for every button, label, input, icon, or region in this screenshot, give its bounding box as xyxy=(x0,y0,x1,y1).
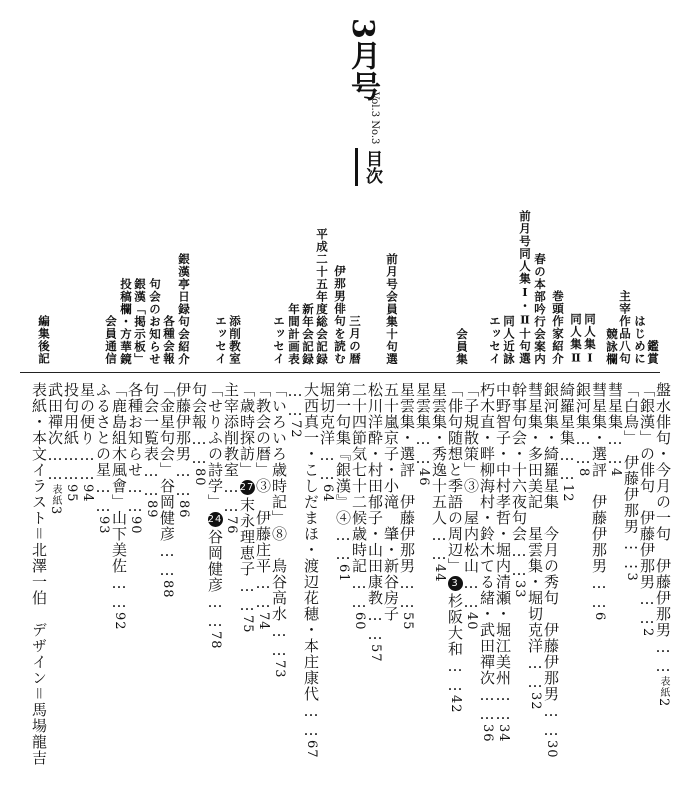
section-heading: 競詠欄 xyxy=(605,327,619,365)
section-heading: 会員集 xyxy=(455,327,469,365)
entry-title: ふるさとの星…… xyxy=(94,382,112,516)
page-number: 93 xyxy=(96,516,111,535)
page-number: 34 xyxy=(496,724,511,743)
toc-entry xyxy=(590,382,608,621)
toc-entry xyxy=(46,382,64,515)
section-heading: 編集後記 xyxy=(37,315,51,365)
series-number-badge: 27 xyxy=(239,482,255,493)
section-heading: 巻頭作家紹介 xyxy=(551,290,565,365)
entry-title: 星雲集・選評 伊藤伊那男…… xyxy=(398,382,416,612)
page-number: 42 xyxy=(448,695,463,714)
toc-entry xyxy=(206,382,224,650)
toc-entry xyxy=(302,382,320,759)
toc-entry xyxy=(446,382,464,714)
toc-entry xyxy=(30,382,48,766)
entry-title: 句会報…… xyxy=(190,382,208,468)
entry-title: 「銀漢」の俳句 伊藤伊那男…… xyxy=(638,382,656,628)
toc-entry xyxy=(350,382,368,631)
page-number: 55 xyxy=(400,612,415,631)
entry-location: 表紙 xyxy=(658,676,669,698)
entry-location: 表紙 xyxy=(50,484,61,506)
entry-title: 中野智子・中村孝哲・堀内清瀬・堀江美州…… xyxy=(494,382,512,724)
entry-title: 「鹿島組木風會」山下美佐…… xyxy=(110,382,128,612)
section-heading: 三月の暦 xyxy=(348,315,362,365)
page-number: 4 xyxy=(608,468,623,478)
entry-title: 星雲集・秀逸十五人…… xyxy=(430,382,448,564)
toc-entry xyxy=(142,382,160,519)
section-heading: 平成二十五年度総会記録 xyxy=(315,227,329,365)
toc-entry xyxy=(494,382,512,743)
entry-title: 「俳句随想と季語の周辺」 xyxy=(446,382,464,574)
page-number: 30 xyxy=(544,740,559,759)
toc-entry xyxy=(78,382,96,503)
section-heading: 春の本部吟行会案内 xyxy=(533,252,547,365)
section-heading: 会員通信 xyxy=(104,315,118,365)
entry-title: 星の便り…… xyxy=(78,382,96,484)
entry-title: 「金星句会」谷岡健彦…… xyxy=(158,382,176,580)
page-number: 92 xyxy=(112,612,127,631)
entry-title: 彗星集・多田美記 星雲集・堀切克洋…… xyxy=(526,382,544,692)
toc-entry xyxy=(286,382,304,439)
section-heading: エッセイ xyxy=(272,315,286,365)
page-number: 94 xyxy=(80,484,95,503)
page-number: 40 xyxy=(464,612,479,631)
page-number: 6 xyxy=(592,612,607,622)
issue-title: 3月号 xyxy=(345,18,380,102)
page-number: 44 xyxy=(432,564,447,583)
toc-entry xyxy=(558,382,576,503)
entry-title: 大西真一・こしだまほ・渡辺花穂・本庄康代…… xyxy=(302,382,320,740)
page-number: 72 xyxy=(288,420,303,439)
toc-entry xyxy=(366,382,384,663)
entry-title: …… xyxy=(286,382,304,420)
page-number: 57 xyxy=(368,644,383,663)
entry-title: 伊藤伊那男…… xyxy=(174,382,192,500)
toc-entry xyxy=(414,382,432,487)
page-number: 8 xyxy=(576,468,591,478)
entry-title: 銀河集…… xyxy=(574,382,592,468)
page-number: 75 xyxy=(240,615,255,634)
page-number: 61 xyxy=(336,564,351,583)
section-heading: 前月号同人集Ⅰ・Ⅱ十句選 xyxy=(518,210,532,365)
toc-label: 目次 xyxy=(362,150,382,184)
toc-entry xyxy=(254,382,272,631)
entry-title: 彗星集・選評 伊藤伊那男…… xyxy=(590,382,608,612)
page-number: 76 xyxy=(224,516,239,535)
page-number: 95 xyxy=(64,484,79,503)
section-heading: 主宰作品八句 xyxy=(618,290,632,365)
toc-entry xyxy=(654,382,672,707)
toc-entry xyxy=(94,382,112,535)
series-number-badge: 3 xyxy=(448,576,463,591)
entry-title: 各種お知らせ…… xyxy=(126,382,144,516)
entry-title: 「せりふの詩学」 xyxy=(206,382,224,510)
entry-author: 末永理恵子…… xyxy=(238,497,256,615)
section-heading: 同人集Ⅰ xyxy=(583,312,597,365)
page-number: 33 xyxy=(512,580,527,599)
page-number: 86 xyxy=(176,500,191,519)
section-heading: エッセイ xyxy=(488,315,502,365)
section-heading: 句会のお知らせ xyxy=(148,277,162,365)
section-heading: はじめに xyxy=(633,315,647,365)
divider-line xyxy=(20,372,660,373)
entry-author: 谷岡健彦…… xyxy=(206,529,224,631)
toc-entry xyxy=(606,382,624,477)
toc-entry xyxy=(222,382,240,535)
toc-entry xyxy=(334,382,352,583)
toc-entry xyxy=(398,382,416,631)
section-heading: 年間計画表 xyxy=(287,302,301,365)
entry-author: 杉阪大和…… xyxy=(446,593,464,695)
toc-entry xyxy=(158,382,176,599)
entry-title: 松川洋酔・村田郁子・山田康教…… xyxy=(366,382,384,644)
toc-entry xyxy=(174,382,192,519)
toc-marker-bar xyxy=(355,148,358,186)
entry-title: 第一句集『銀漢』④…… xyxy=(334,382,352,564)
section-heading: 銀漢亭日録句会紹介 xyxy=(177,252,191,365)
page-number: 3 xyxy=(624,572,639,582)
entry-title: 二十四節気七十二候歳時記…… xyxy=(350,382,368,612)
entry-title: 銀河集・綺羅星集 今月の秀句 伊藤伊那男…… xyxy=(542,382,560,740)
toc-entry xyxy=(382,382,400,622)
section-heading: 添削教室 xyxy=(228,315,242,365)
entry-title: 綺羅星集…… xyxy=(558,382,576,484)
entry-title: 幹事句会・十六夜句会…… xyxy=(510,382,528,580)
section-heading: 鑑賞 xyxy=(646,340,660,365)
toc-entry xyxy=(238,382,256,634)
toc-entry xyxy=(110,382,128,631)
entry-title: 五十嵐京子・小滝 肇・新谷房子 xyxy=(382,382,400,622)
page-number: 3 xyxy=(48,506,63,516)
entry-title: 表紙・本文イラスト＝北澤一伯 デザイン＝馬場龍吉 xyxy=(30,382,48,766)
toc-entry xyxy=(638,382,656,637)
section-heading: 同人集Ⅱ xyxy=(569,312,583,365)
page-number: 67 xyxy=(304,740,319,759)
section-heading: 投稿欄・方華鏡 xyxy=(119,277,133,365)
section-heading: 銀漢「掲示板」 xyxy=(133,277,147,365)
toc-entry xyxy=(126,382,144,535)
entry-title: 堀切克洋…… xyxy=(318,382,336,484)
toc-entry xyxy=(542,382,560,759)
toc-entry xyxy=(526,382,544,711)
entry-title: 彗星集…… xyxy=(606,382,624,468)
toc-entry xyxy=(510,382,528,599)
toc-entry xyxy=(318,382,336,503)
toc-entry xyxy=(62,382,80,503)
page-number: 12 xyxy=(560,484,575,503)
page-number: 60 xyxy=(352,612,367,631)
section-heading: 前月号会員集十句選 xyxy=(385,252,399,365)
entry-title: 盤水俳句・今月の一句 伊藤伊那男…… xyxy=(654,382,672,676)
entry-title: 武田禪次…… xyxy=(46,382,64,484)
toc-entry xyxy=(430,382,448,583)
toc-entry xyxy=(270,382,288,679)
page-number: 36 xyxy=(480,724,495,743)
section-heading: 各種会報 xyxy=(162,315,176,365)
entry-title: 句会一覧表…… xyxy=(142,382,160,500)
series-number-badge: 24 xyxy=(207,514,223,525)
toc-entry xyxy=(462,382,480,631)
toc-entry xyxy=(622,382,640,582)
page-number: 2 xyxy=(640,628,655,638)
entry-title: 「子規散策」③ 屋内松山…… xyxy=(462,382,480,612)
toc-entry xyxy=(190,382,208,487)
volume-number: Vol.3 No.3 xyxy=(369,92,380,145)
section-heading: 同人近詠 xyxy=(502,315,516,365)
entry-title: 主宰添削教室…… xyxy=(222,382,240,516)
page-number: 46 xyxy=(416,468,431,487)
entry-title: 星雲集…… xyxy=(414,382,432,468)
section-heading: 伊那男俳句を読む xyxy=(333,265,347,365)
page-number: 32 xyxy=(528,692,543,711)
page-number: 88 xyxy=(160,580,175,599)
page-number: 78 xyxy=(208,631,223,650)
toc-entry xyxy=(574,382,592,477)
entry-title: 「いろいろ歳時記」⑧ 鳥谷高水…… xyxy=(270,382,288,660)
page-number: 89 xyxy=(144,500,159,519)
page-number: 73 xyxy=(272,660,287,679)
page-number: 2 xyxy=(656,698,671,708)
page-number: 90 xyxy=(128,516,143,535)
entry-title: 「白鳥」 伊藤伊那男…… xyxy=(622,382,640,573)
toc-entry xyxy=(478,382,496,743)
section-heading: 新年会記録 xyxy=(301,302,315,365)
page-number: 64 xyxy=(320,484,335,503)
page-number: 74 xyxy=(256,612,271,631)
entry-title: 「教会の暦」③ 伊藤庄平…… xyxy=(254,382,272,612)
section-heading: エッセイ xyxy=(214,315,228,365)
entry-title: 「歳時探訪」 xyxy=(238,382,256,478)
entry-title: 投句用紙…… xyxy=(62,382,80,484)
entry-title: 朽木直・畔柳海村・鈴木てる緒・武田禪次…… xyxy=(478,382,496,724)
page-number: 80 xyxy=(192,468,207,487)
